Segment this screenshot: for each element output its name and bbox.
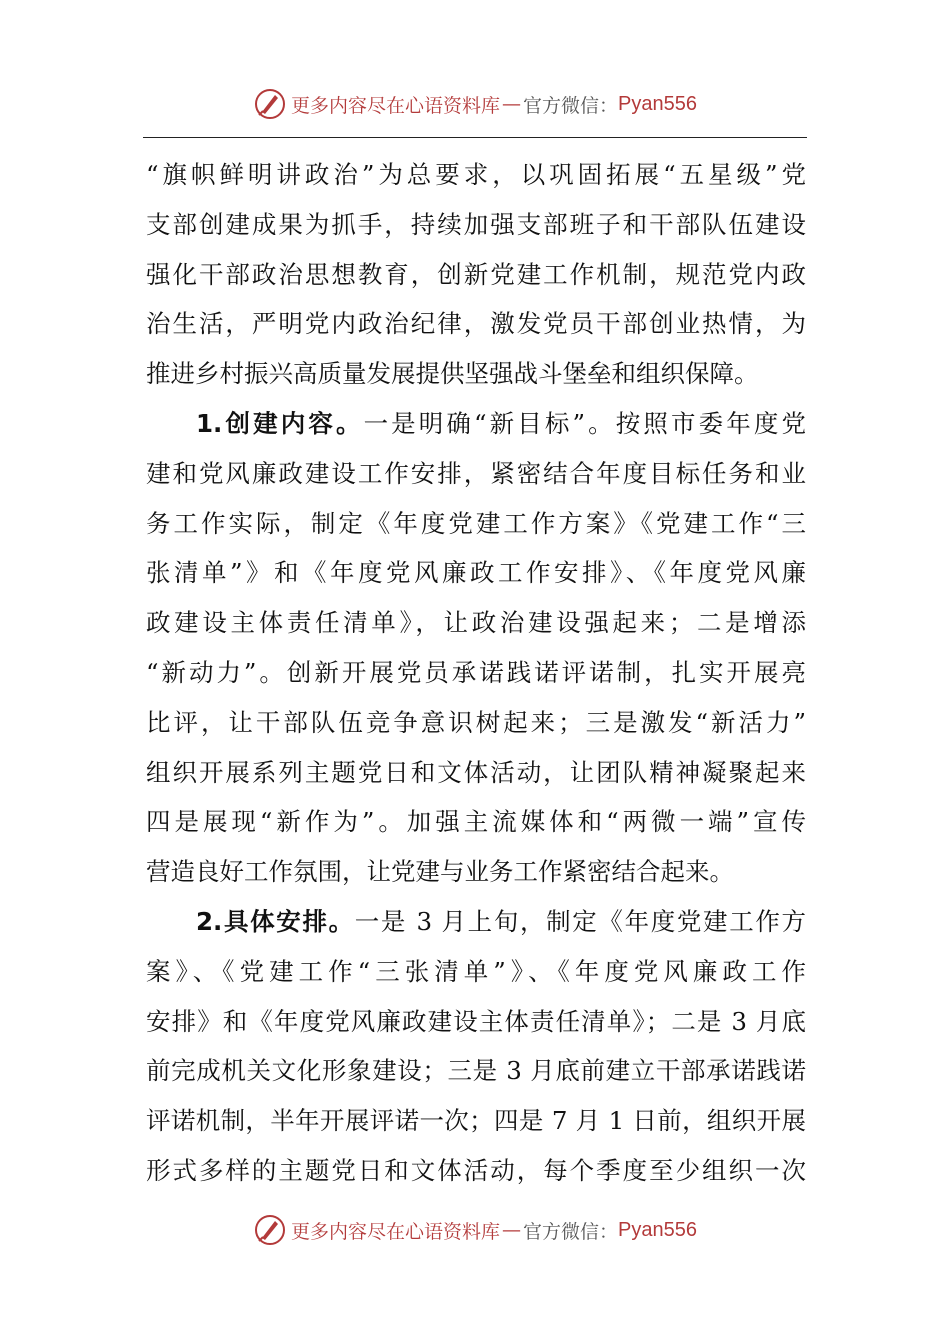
section-heading: 1.创建内容。 xyxy=(196,408,364,438)
text-line: “新动力”。创新开展党员承诺践诺评诺制，扎实开展亮 xyxy=(146,657,806,687)
section-heading: 2.具体安排。 xyxy=(196,906,355,936)
footer-watermark xyxy=(0,1210,950,1250)
text-line: 形式多样的主题党日和文体活动，每个季度至少组织一次 xyxy=(146,1155,806,1185)
header-rule xyxy=(143,137,807,138)
header-watermark xyxy=(0,84,950,124)
text-line: 安排》和《年度党风廉政建设主体责任清单》；二是 3 月底 xyxy=(146,1006,806,1036)
text-line: 组织开展系列主题党日和文体活动，让团队精神凝聚起来 xyxy=(146,757,806,787)
text-line: 2.具体安排。一是 3 月上旬，制定《年度党建工作方 xyxy=(196,906,806,936)
watermark-brand: 更多内容尽在心语资料库 xyxy=(291,94,501,117)
text-line: 评诺机制，半年开展评诺一次；四是 7 月 1 日前，组织开展 xyxy=(146,1106,806,1136)
text-line: 前完成机关文化形象建设；三是 3 月底前建立干部承诺践诺 xyxy=(146,1056,806,1086)
text-line: 支部创建成果为抓手，持续加强支部班子和干部队伍建设 xyxy=(146,209,806,239)
text-line: 政建设主体责任清单》，让政治建设强起来；二是增添 xyxy=(146,608,806,638)
text-line: 案》、《党建工作“三张清单”》、《年度党风廉政工作 xyxy=(146,956,806,986)
text-line: 务工作实际，制定《年度党建工作方案》《党建工作“三 xyxy=(146,508,806,538)
text-line: 1.创建内容。一是明确“新目标”。按照市委年度党 xyxy=(196,408,806,438)
text-line: 张清单”》和《年度党风廉政工作安排》、《年度党风廉 xyxy=(146,558,806,588)
text-line: 建和党风廉政建设工作安排，紧密结合年度目标任务和业 xyxy=(146,458,806,488)
text-line: 营造良好工作氛围，让党建与业务工作紧密结合起来。 xyxy=(146,857,734,887)
watermark-wechat-label: 官方微信： xyxy=(523,94,619,117)
text-line: 强化干部政治思想教育，创新党建工作机制，规范党内政 xyxy=(146,259,806,289)
watermark-dash: — xyxy=(502,93,522,115)
watermark-wechat-id: Pyan556 xyxy=(618,92,697,115)
watermark-wechat-id: Pyan556 xyxy=(618,1218,697,1241)
watermark-wechat-label: 官方微信： xyxy=(523,1220,619,1243)
text-line: 比评，让干部队伍竞争意识树起来；三是激发“新活力” xyxy=(146,707,806,737)
watermark-brand: 更多内容尽在心语资料库 xyxy=(291,1220,501,1243)
text-line: 推进乡村振兴高质量发展提供坚强战斗堡垒和组织保障。 xyxy=(146,359,759,389)
text-line: 治生活，严明党内政治纪律，激发党员干部创业热情，为 xyxy=(146,309,806,339)
watermark-dash: — xyxy=(502,1219,522,1241)
text-line: “旗帜鲜明讲政治”为总要求，以巩固拓展“五星级”党 xyxy=(146,160,806,189)
text-line: 四是展现“新作为”。加强主流媒体和“两微一端”宣传 xyxy=(146,807,806,837)
quill-logo-icon xyxy=(253,1213,287,1247)
document-body xyxy=(146,150,806,1196)
quill-logo-icon xyxy=(253,87,287,121)
